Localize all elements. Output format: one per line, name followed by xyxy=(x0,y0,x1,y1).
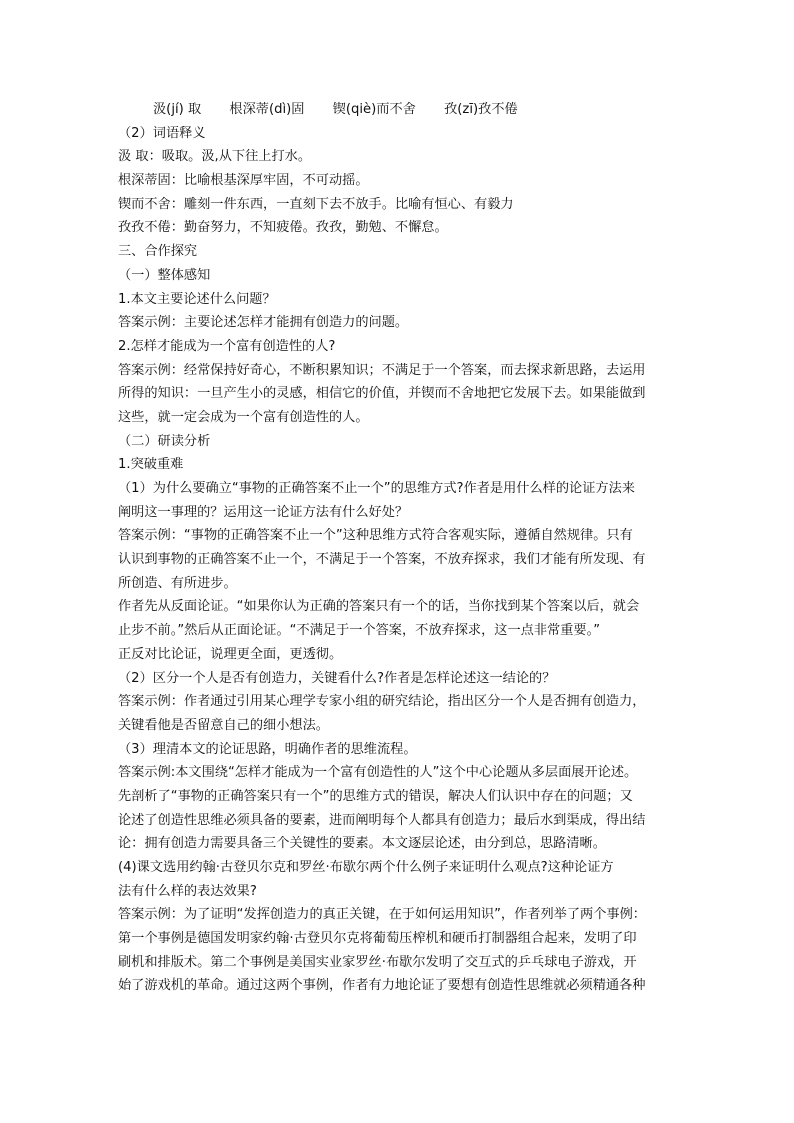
text-line: 1.突破重难 xyxy=(118,457,184,473)
text-line: 2.怎样才能成为一个富有创造性的人? xyxy=(118,338,336,354)
text-line: 始了游戏机的革命。通过这两个事例，作者有力地论证了要想有创造性思维就必须精通各种 xyxy=(118,978,646,994)
text-line: 答案示例:本文围绕“怎样才能成为一个富有创造性的人”这个中心论题从多层面展开论述。 xyxy=(118,765,638,781)
document-body xyxy=(118,122,686,998)
text-line: 所创造、有所进步。 xyxy=(118,575,237,591)
text-line: 根深蒂固：比喻根基深厚牢固，不可动摇。 xyxy=(118,173,369,189)
text-line: 刷机和排版术。第二个事例是美国实业家罗丝·布歇尔发明了交互式的乒乓球电子游戏，开 xyxy=(118,954,637,970)
text-line: 先剖析了“事物的正确答案只有一个”的思维方式的错误，解决人们认识中存在的问题；又 xyxy=(118,788,633,804)
text-line: （二）研读分析 xyxy=(118,433,211,449)
text-line: (4)课文选用约翰·古登贝尔克和罗丝·布歇尔两个什么例子来证明什么观点?这种论证方 xyxy=(118,860,614,875)
text-line: 认识到事物的正确答案不止一个，不满足于一个答案，不放弃探求，我们才能有所发现、有 xyxy=(118,552,646,568)
text-line: （2）词语释义 xyxy=(118,125,206,141)
vocab-word: 孜(zī)孜不倦 xyxy=(444,102,518,117)
text-line: 关键看他是否留意自己的细小想法。 xyxy=(118,717,329,733)
vocab-word: 锲(qiè)而不舍 xyxy=(332,102,416,117)
text-line: 孜孜不倦：勤奋努力，不知疲倦。孜孜，勤勉、不懈怠。 xyxy=(118,220,448,236)
text-line: 答案示例：主要论述怎样才能拥有创造力的问题。 xyxy=(118,315,409,331)
text-line: 1.本文主要论述什么问题？ xyxy=(118,291,276,307)
text-line: 阐明这一事理的？运用这一论证方法有什么好处？ xyxy=(118,504,409,520)
text-line: 这些，就一定会成为一个富有创造性的人。 xyxy=(118,409,369,425)
vocab-word: 汲(jí) 取 xyxy=(153,102,202,117)
text-line: （3）理清本文的论证思路，明确作者的思维流程。 xyxy=(118,741,417,757)
document-page xyxy=(118,98,686,998)
text-line: （1）为什么要确立“事物的正确答案不止一个”的思维方式?作者是用什么样的论证方法来 xyxy=(118,481,635,496)
text-line: （一）整体感知 xyxy=(118,267,211,283)
text-line: 论述了创造性思维必须具备的要素，进而阐明每个人都具有创造力；最后水到渠成，得出结 xyxy=(118,812,646,828)
text-line: 所得的知识：一旦产生小的灵感，相信它的价值，并锲而不舍地把它发展下去。如果能做到 xyxy=(118,386,646,402)
text-line: 答案示例：经常保持好奇心，不断积累知识；不满足于一个答案，而去探求新思路，去运用 xyxy=(118,362,646,378)
text-line: 答案示例：“事物的正确答案不止一个”这种思维方式符合客观实际，遵循自然规律。只有 xyxy=(118,528,633,544)
text-line: 正反对比论证，说理更全面，更透彻。 xyxy=(118,646,343,662)
vocab-pronunciation-line xyxy=(118,98,686,122)
text-line: 论：拥有创造力需要具备三个关键性的要素。本文逐层论述，由分到总，思路清晰。 xyxy=(118,836,606,852)
text-line: 作者先从反面论证。“如果你认为正确的答案只有一个的话，当你找到某个答案以后，就会 xyxy=(118,599,640,615)
text-line: 止步不前。”然后从正面论证。“不满足于一个答案，不放弃探求，这一点非常重要。” xyxy=(118,623,601,639)
text-line: 锲而不舍：雕刻一件东西，一直刻下去不放手。比喻有恒心、有毅力 xyxy=(118,196,514,212)
text-line: 第一个事例是德国发明家约翰·古登贝尔克将葡萄压榨机和硬币打制器组合起来，发明了印 xyxy=(118,931,637,947)
text-line: 三、合作探究 xyxy=(118,244,198,260)
text-line: （2）区分一个人是否有创造力，关键看什么?作者是怎样论述这一结论的？ xyxy=(118,670,556,686)
text-line: 答案示例：为了证明“发挥创造力的真正关键，在于如何运用知识”，作者列举了两个事例： xyxy=(118,907,646,923)
text-line: 法有什么样的表达效果? xyxy=(118,883,257,899)
text-line: 答案示例：作者通过引用某心理学专家小组的研究结论，指出区分一个人是否拥有创造力， xyxy=(118,694,646,710)
vocab-word: 根深蒂(dì)固 xyxy=(229,102,305,117)
text-line: 汲 取：吸取。汲,从下往上打水。 xyxy=(118,149,312,165)
